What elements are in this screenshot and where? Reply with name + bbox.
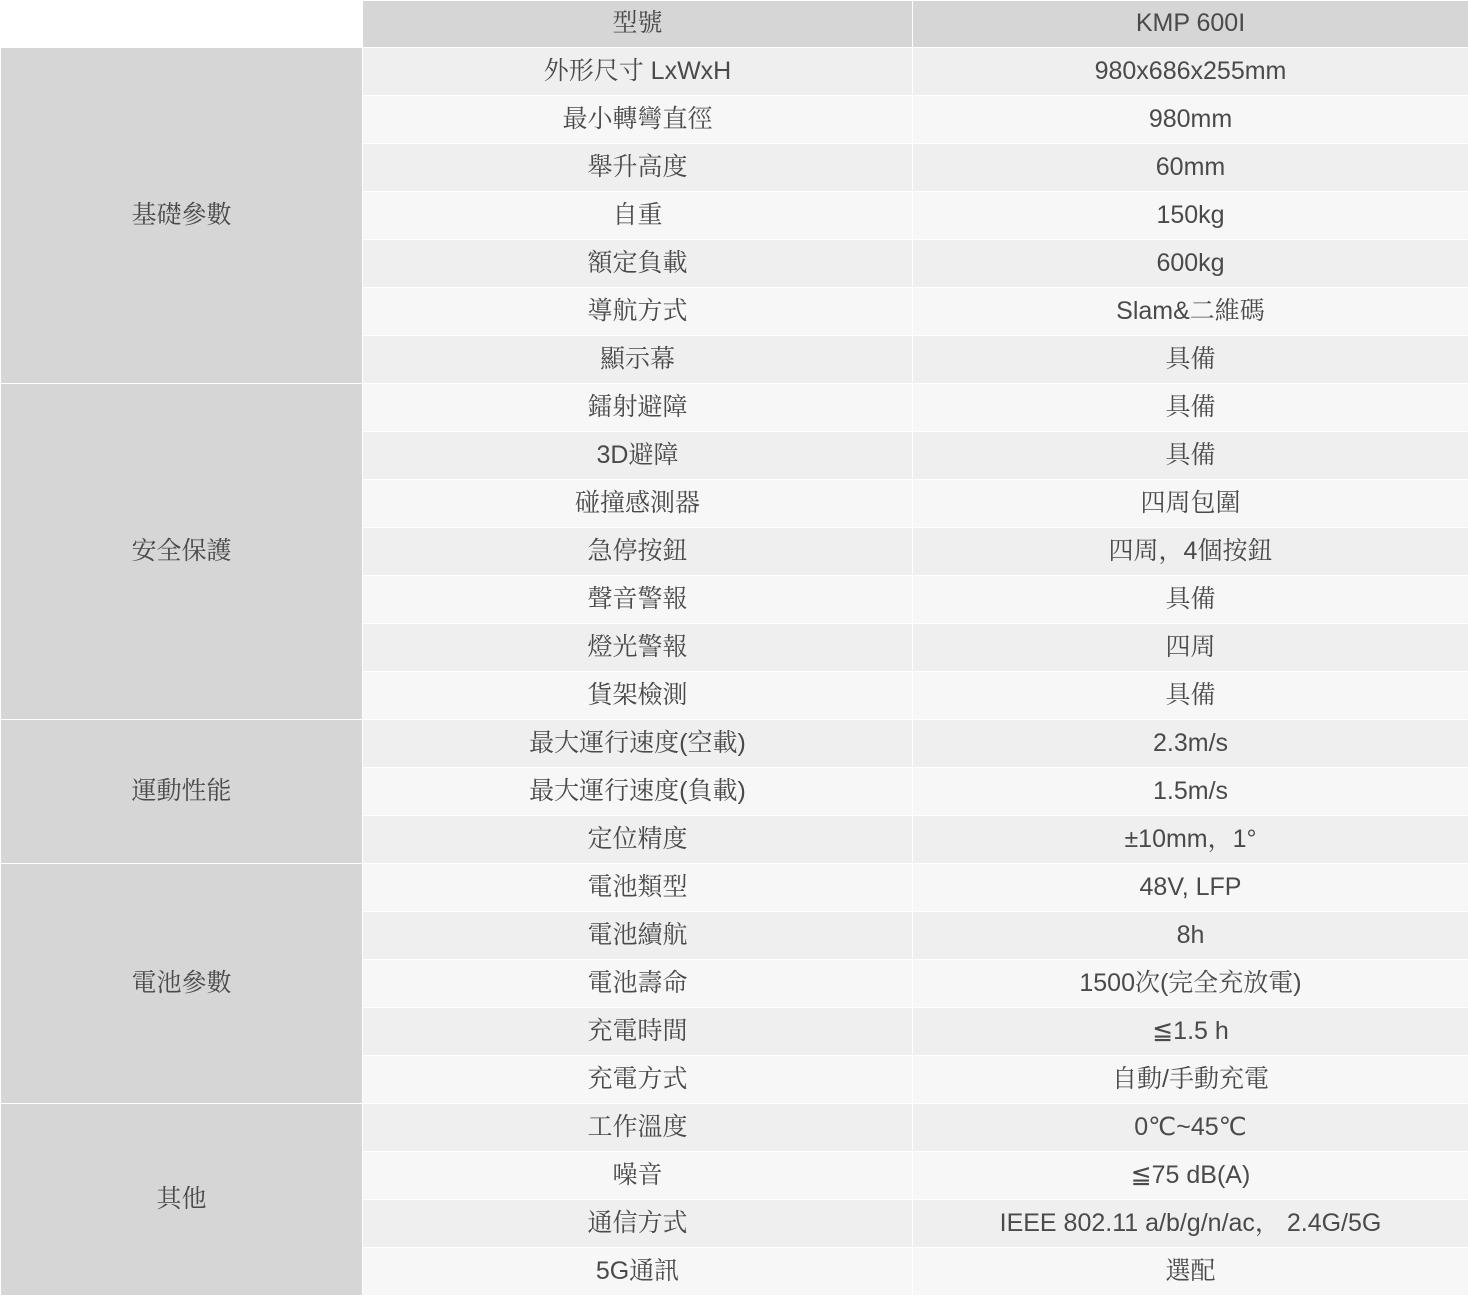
spec-item-value: 150kg — [913, 192, 1468, 240]
spec-item-label: 噪音 — [363, 1152, 913, 1200]
spec-item-label: 最小轉彎直徑 — [363, 96, 913, 144]
group-label: 其他 — [1, 1104, 363, 1296]
header-model-value: KMP 600I — [913, 1, 1468, 48]
spec-item-label: 急停按鈕 — [363, 528, 913, 576]
spec-item-value: 60mm — [913, 144, 1468, 192]
spec-item-label: 5G通訊 — [363, 1248, 913, 1296]
group-label: 安全保護 — [1, 384, 363, 720]
spec-item-value: 四周，4個按鈕 — [913, 528, 1468, 576]
spec-item-label: 電池類型 — [363, 864, 913, 912]
spec-item-value: 具備 — [913, 336, 1468, 384]
spec-item-label: 舉升高度 — [363, 144, 913, 192]
table-row — [1, 48, 1468, 96]
spec-item-label: 自重 — [363, 192, 913, 240]
spec-item-label: 充電時間 — [363, 1008, 913, 1056]
header-corner-cell — [1, 1, 363, 48]
spec-item-value: IEEE 802.11 a/b/g/n/ac， 2.4G/5G — [913, 1200, 1468, 1248]
spec-item-value: 選配 — [913, 1248, 1468, 1296]
spec-item-value: 具備 — [913, 432, 1468, 480]
spec-item-label: 3D避障 — [363, 432, 913, 480]
spec-item-value: 具備 — [913, 672, 1468, 720]
spec-item-label: 定位精度 — [363, 816, 913, 864]
spec-item-label: 最大運行速度(負載) — [363, 768, 913, 816]
group-label: 基礎參數 — [1, 48, 363, 384]
group-label: 運動性能 — [1, 720, 363, 864]
table-row — [1, 1104, 1468, 1152]
spec-item-label: 額定負載 — [363, 240, 913, 288]
spec-item-value: 四周包圍 — [913, 480, 1468, 528]
group-label: 電池參數 — [1, 864, 363, 1104]
spec-item-label: 外形尺寸 LxWxH — [363, 48, 913, 96]
spec-item-value: 600kg — [913, 240, 1468, 288]
spec-item-label: 最大運行速度(空載) — [363, 720, 913, 768]
spec-item-value: 四周 — [913, 624, 1468, 672]
spec-item-value: ≦1.5 h — [913, 1008, 1468, 1056]
table-row — [1, 384, 1468, 432]
header-model-label: 型號 — [363, 1, 913, 48]
spec-item-label: 燈光警報 — [363, 624, 913, 672]
spec-item-value: 2.3m/s — [913, 720, 1468, 768]
spec-item-value: 48V, LFP — [913, 864, 1468, 912]
table-header-row — [1, 1, 1468, 48]
spec-item-value: ≦75 dB(A) — [913, 1152, 1468, 1200]
spec-item-label: 聲音警報 — [363, 576, 913, 624]
spec-item-value: 980mm — [913, 96, 1468, 144]
spec-item-label: 充電方式 — [363, 1056, 913, 1104]
spec-item-value: 8h — [913, 912, 1468, 960]
spec-item-label: 顯示幕 — [363, 336, 913, 384]
spec-item-label: 導航方式 — [363, 288, 913, 336]
spec-item-label: 貨架檢測 — [363, 672, 913, 720]
spec-item-label: 工作溫度 — [363, 1104, 913, 1152]
spec-item-value: 0℃~45℃ — [913, 1104, 1468, 1152]
spec-item-label: 電池續航 — [363, 912, 913, 960]
spec-item-value: 1.5m/s — [913, 768, 1468, 816]
spec-item-value: 具備 — [913, 384, 1468, 432]
spec-item-label: 碰撞感測器 — [363, 480, 913, 528]
spec-item-value: 1500次(完全充放電) — [913, 960, 1468, 1008]
spec-item-value: 980x686x255mm — [913, 48, 1468, 96]
table-row — [1, 720, 1468, 768]
spec-item-label: 鐳射避障 — [363, 384, 913, 432]
table-body — [1, 1, 1468, 1296]
spec-item-value: ±10mm，1° — [913, 816, 1468, 864]
table-row — [1, 864, 1468, 912]
spec-item-value: Slam&二維碼 — [913, 288, 1468, 336]
spec-item-value: 自動/手動充電 — [913, 1056, 1468, 1104]
spec-item-label: 通信方式 — [363, 1200, 913, 1248]
spec-item-label: 電池壽命 — [363, 960, 913, 1008]
spec-item-value: 具備 — [913, 576, 1468, 624]
